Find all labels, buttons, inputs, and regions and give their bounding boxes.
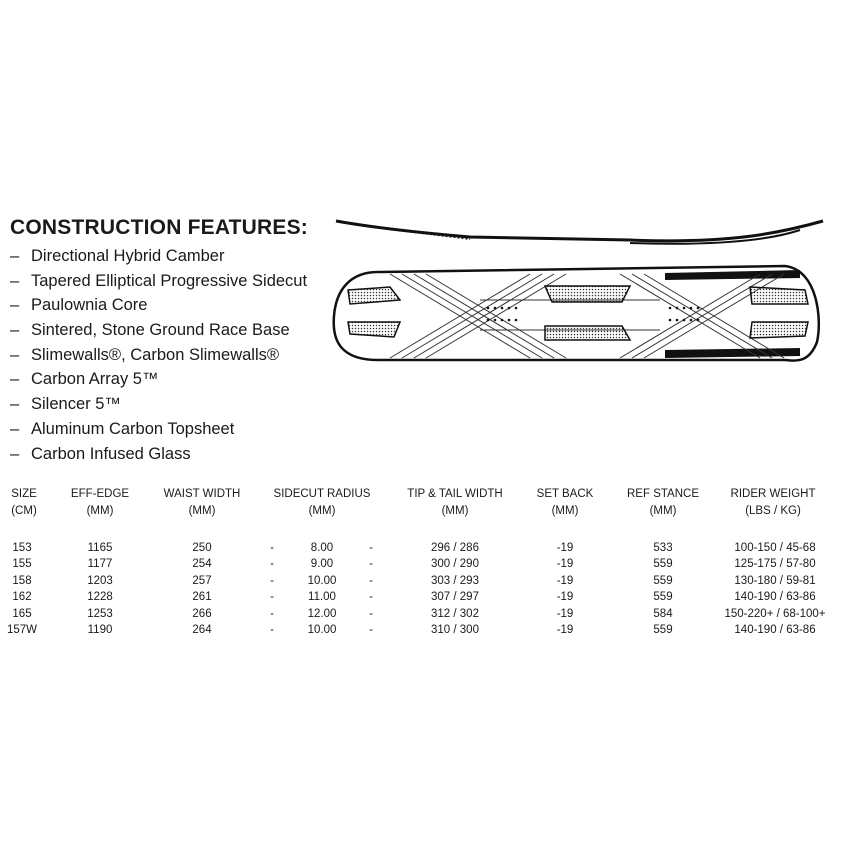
column-header: (MM) — [441, 505, 469, 517]
table-cell-waist: 261 — [192, 591, 212, 604]
table-cell-tiptail: 312 / 302 — [431, 607, 479, 620]
table-cell-edge: 1165 — [87, 542, 113, 554]
column-header: (MM) — [308, 505, 336, 517]
table-cell-tiptail: 307 / 297 — [431, 591, 479, 604]
table-cell-setback: -19 — [556, 607, 574, 620]
table-cell-stance: 559 — [653, 558, 673, 571]
table-cell-stance: 533 — [653, 542, 673, 554]
column-header: TIP & TAIL WIDTH — [407, 488, 503, 500]
feature-bullet: – — [10, 296, 20, 315]
feature-bullet: – — [10, 271, 20, 290]
table-cell-setback: -19 — [556, 591, 574, 604]
feature-label: Tapered Elliptical Progressive Sidecut — [31, 271, 308, 290]
table-cell-weight: 125-175 / 57-80 — [734, 558, 816, 571]
column-header: (MM) — [551, 505, 579, 517]
table-cell-waist: 266 — [192, 607, 212, 620]
sidecut-range-dash: - — [270, 624, 274, 636]
table-cell-tiptail: 310 / 300 — [431, 624, 479, 636]
table-cell-sidecut: 11.00 — [308, 591, 336, 604]
table-cell-size: 157W — [6, 624, 38, 636]
feature-label: Carbon Array 5™ — [31, 370, 159, 389]
table-cell-setback: -19 — [556, 574, 574, 587]
table-cell-size: 153 — [12, 542, 32, 554]
feature-bullet: – — [10, 395, 20, 414]
sidecut-range-dash: - — [369, 558, 373, 571]
table-cell-size: 158 — [12, 574, 32, 587]
feature-label: Slimewalls®, Carbon Slimewalls® — [31, 345, 280, 364]
table-cell-tiptail: 296 / 286 — [431, 542, 479, 554]
table-cell-stance: 559 — [653, 624, 673, 636]
table-cell-edge: 1228 — [87, 591, 113, 604]
table-cell-size: 165 — [12, 607, 32, 620]
snowboard-diagram — [330, 210, 830, 380]
table-cell-waist: 257 — [192, 574, 212, 587]
table-cell-stance: 559 — [653, 591, 673, 604]
feature-item — [10, 345, 307, 370]
column-header: (CM) — [11, 505, 37, 517]
table-cell-sidecut: 10.00 — [307, 574, 337, 587]
feature-item — [10, 271, 307, 296]
feature-label: Aluminum Carbon Topsheet — [31, 419, 235, 438]
feature-item — [10, 444, 307, 469]
features-title: CONSTRUCTION FEATURES: — [10, 216, 309, 239]
column-header: (LBS / KG) — [745, 505, 801, 517]
table-cell-weight: 100-150 / 45-68 — [734, 542, 816, 554]
table-cell-tiptail: 303 / 293 — [431, 574, 479, 587]
table-cell-edge: 1203 — [87, 574, 113, 587]
column-header: SIDECUT RADIUS — [273, 488, 371, 500]
feature-item — [10, 246, 307, 271]
column-header: (MM) — [86, 505, 114, 517]
sidecut-range-dash: - — [369, 591, 373, 604]
table-cell-setback: -19 — [556, 624, 574, 636]
sidecut-range-dash: - — [270, 607, 274, 620]
table-cell-stance: 559 — [653, 574, 673, 587]
feature-item — [10, 394, 307, 419]
sidecut-range-dash: - — [369, 607, 373, 620]
feature-label: Paulownia Core — [31, 296, 148, 315]
board-profile — [336, 221, 823, 244]
table-cell-weight: 140-190 / 63-86 — [734, 591, 816, 604]
table-cell-sidecut: 10.00 — [307, 624, 337, 636]
table-cell-weight: 130-180 / 59-81 — [734, 574, 816, 587]
column-header: WAIST WIDTH — [163, 488, 241, 500]
table-cell-waist: 264 — [192, 624, 212, 636]
feature-bullet: – — [10, 321, 20, 340]
column-header: RIDER WEIGHT — [730, 488, 816, 500]
column-header: EFF-EDGE — [70, 488, 130, 500]
column-header: REF STANCE — [627, 488, 699, 500]
table-cell-setback: -19 — [556, 558, 574, 571]
table-cell-size: 162 — [12, 591, 32, 604]
column-header: (MM) — [649, 505, 677, 517]
table-cell-sidecut: 12.00 — [307, 607, 337, 620]
feature-item — [10, 295, 307, 320]
feature-list — [10, 246, 307, 468]
feature-bullet: – — [10, 345, 20, 364]
feature-label: Silencer 5™ — [31, 395, 121, 414]
table-cell-edge: 1253 — [87, 607, 113, 620]
feature-bullet: – — [10, 370, 20, 389]
sidecut-range-dash: - — [270, 591, 274, 604]
feature-bullet: – — [10, 247, 20, 265]
table-cell-weight: 140-190 / 63-86 — [734, 624, 816, 636]
table-cell-edge: 1177 — [87, 558, 113, 571]
feature-item — [10, 320, 307, 345]
sidecut-range-dash: - — [270, 558, 274, 571]
board-top-view — [334, 266, 819, 361]
sidecut-range-dash: - — [369, 542, 373, 554]
sidecut-range-dash: - — [270, 574, 274, 587]
table-cell-setback: -19 — [556, 542, 574, 554]
feature-bullet: – — [10, 419, 20, 438]
table-cell-tiptail: 300 / 290 — [431, 558, 479, 571]
table-cell-sidecut: 8.00 — [310, 542, 334, 554]
feature-item — [10, 369, 307, 394]
table-cell-sidecut: 9.00 — [310, 558, 334, 571]
table-cell-stance: 584 — [653, 607, 673, 620]
table-cell-waist: 254 — [192, 558, 212, 571]
feature-item — [10, 419, 307, 444]
feature-label: Carbon Infused Glass — [31, 444, 191, 463]
sidecut-range-dash: - — [270, 542, 274, 554]
table-cell-waist: 250 — [192, 542, 212, 554]
sidecut-range-dash: - — [369, 624, 373, 636]
table-cell-edge: 1190 — [87, 624, 113, 636]
table-cell-weight: 150-220+ / 68-100+ — [724, 607, 826, 620]
feature-label: Sintered, Stone Ground Race Base — [31, 321, 290, 340]
feature-label: Directional Hybrid Camber — [31, 247, 225, 265]
column-header: SIZE — [11, 488, 37, 500]
column-header: SET BACK — [536, 488, 594, 500]
sidecut-range-dash: - — [369, 574, 373, 587]
column-header: (MM) — [188, 505, 216, 517]
table-cell-size: 155 — [12, 558, 32, 571]
feature-bullet: – — [10, 444, 20, 463]
